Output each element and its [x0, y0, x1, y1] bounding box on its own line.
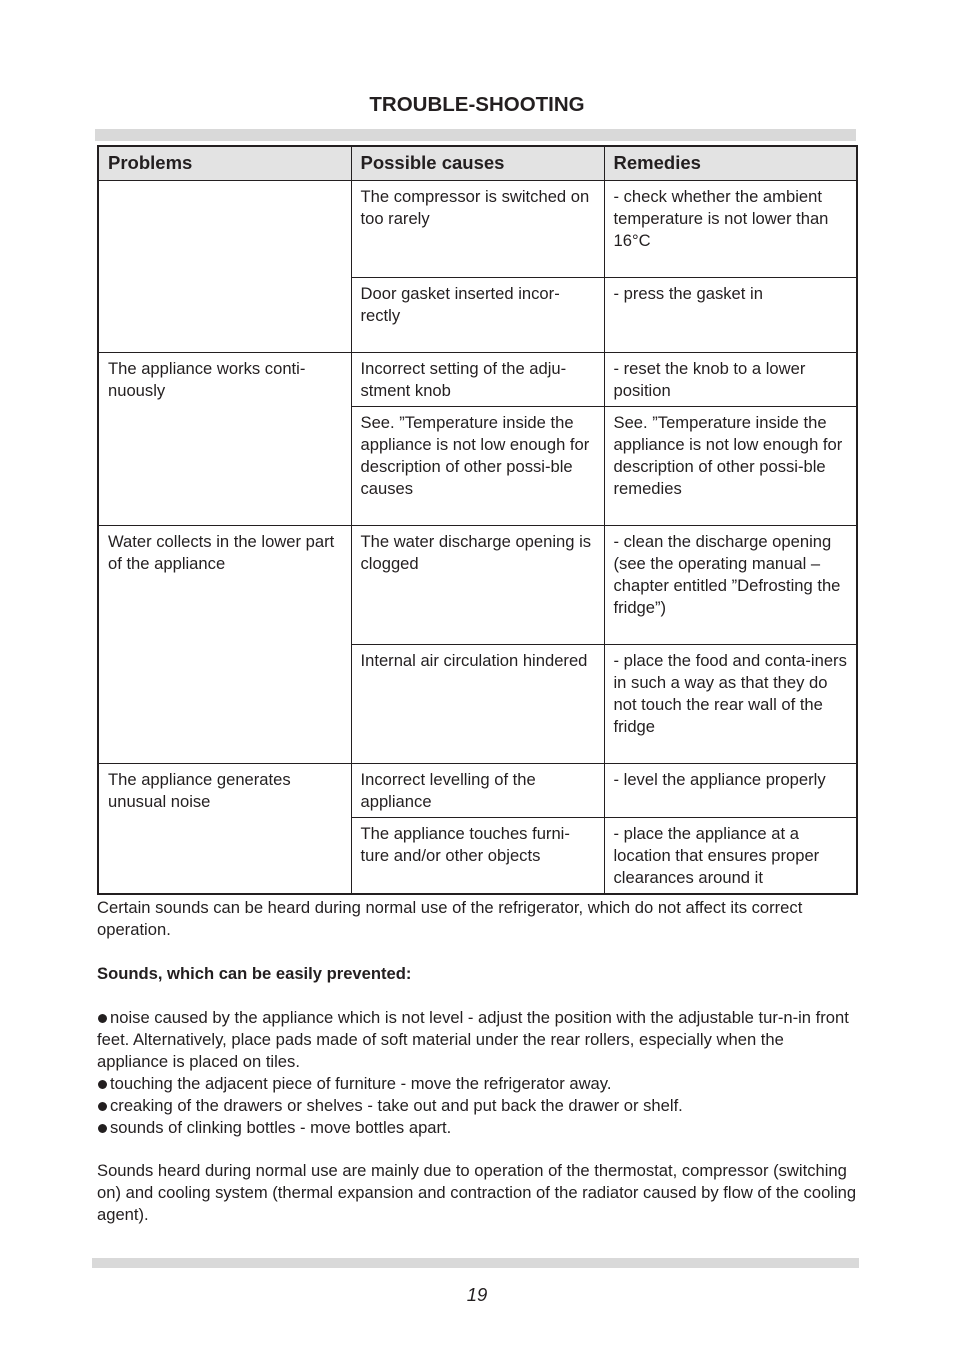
bottom-divider-bar	[92, 1258, 859, 1268]
prevent-heading: Sounds, which can be easily prevented:	[97, 964, 412, 983]
table-row	[98, 764, 857, 818]
list-item	[97, 1073, 857, 1095]
bullet-icon	[98, 1102, 107, 1111]
list-item-text: noise caused by the appliance which is not level - adjust the position with the adjustable tur-n-in front feet. Alternatively, place pads made of soft material under the rear rollers, especially when the appliance is placed on tiles.	[97, 1008, 849, 1071]
remedy-cell: - reset the knob to a lower position	[604, 353, 857, 407]
table-row	[98, 181, 857, 278]
cause-cell: The compressor is switched on too rarely	[351, 181, 604, 278]
problem-cell: The appliance generates unusual noise	[98, 764, 351, 895]
remedy-cell: - place the food and conta-iners in such a way as that they do not touch the rear wall of the fridge	[604, 645, 857, 764]
list-item	[97, 1007, 857, 1073]
bullet-icon	[98, 1080, 107, 1089]
remedy-cell: - check whether the ambient temperature is not lower than 16°C	[604, 181, 857, 278]
intro-paragraph: Certain sounds can be heard during normal use of the refrigerator, which do not affect its correct operation.	[97, 898, 803, 939]
header-problems: Problems	[98, 146, 351, 181]
bullet-icon	[98, 1014, 107, 1023]
list-item	[97, 1095, 857, 1117]
table-header-row	[98, 146, 857, 181]
list-item-text: touching the adjacent piece of furniture - move the refrigerator away.	[110, 1074, 612, 1093]
remedy-cell: - place the appliance at a location that ensures proper clearances around it	[604, 818, 857, 895]
list-item	[97, 1117, 857, 1139]
closing-paragraph: Sounds heard during normal use are mainly due to operation of the thermostat, compressor (switching on) and cooling system (thermal expansion and contraction of the radiator caused by flow of the cooling agent).	[97, 1161, 857, 1224]
header-remedies: Remedies	[604, 146, 857, 181]
header-possible-causes: Possible causes	[351, 146, 604, 181]
bullet-icon	[98, 1124, 107, 1133]
cause-cell: Incorrect levelling of the appliance	[351, 764, 604, 818]
page-title: TROUBLE-SHOOTING	[369, 93, 585, 116]
top-divider-bar	[95, 129, 856, 141]
problem-cell: Water collects in the lower part of the appliance	[98, 526, 351, 764]
prevent-list	[97, 1007, 857, 1139]
list-item-text: creaking of the drawers or shelves - take out and put back the drawer or shelf.	[110, 1096, 683, 1115]
cause-cell: The water discharge opening is clogged	[351, 526, 604, 645]
remedy-cell: - level the appliance properly	[604, 764, 857, 818]
table-row	[98, 353, 857, 407]
remedy-cell: - press the gasket in	[604, 278, 857, 353]
cause-cell: Incorrect setting of the adju-stment knob	[351, 353, 604, 407]
problem-cell	[98, 181, 351, 353]
remedy-cell: See. ”Temperature inside the appliance is not low enough for description of other possi-ble remedies	[604, 407, 857, 526]
list-item-text: sounds of clinking bottles - move bottles apart.	[110, 1118, 452, 1137]
cause-cell: Internal air circulation hindered	[351, 645, 604, 764]
cause-cell: The appliance touches furni-ture and/or other objects	[351, 818, 604, 895]
cause-cell: See. ”Temperature inside the appliance is not low enough for description of other possi-ble causes	[351, 407, 604, 526]
cause-cell: Door gasket inserted incor-rectly	[351, 278, 604, 353]
table-row	[98, 526, 857, 645]
problem-cell: The appliance works conti-nuously	[98, 353, 351, 526]
remedy-cell: - clean the discharge opening (see the operating manual – chapter entitled ”Defrosting the fridge”)	[604, 526, 857, 645]
troubleshooting-table	[97, 145, 858, 895]
page-number: 19	[466, 1284, 488, 1305]
